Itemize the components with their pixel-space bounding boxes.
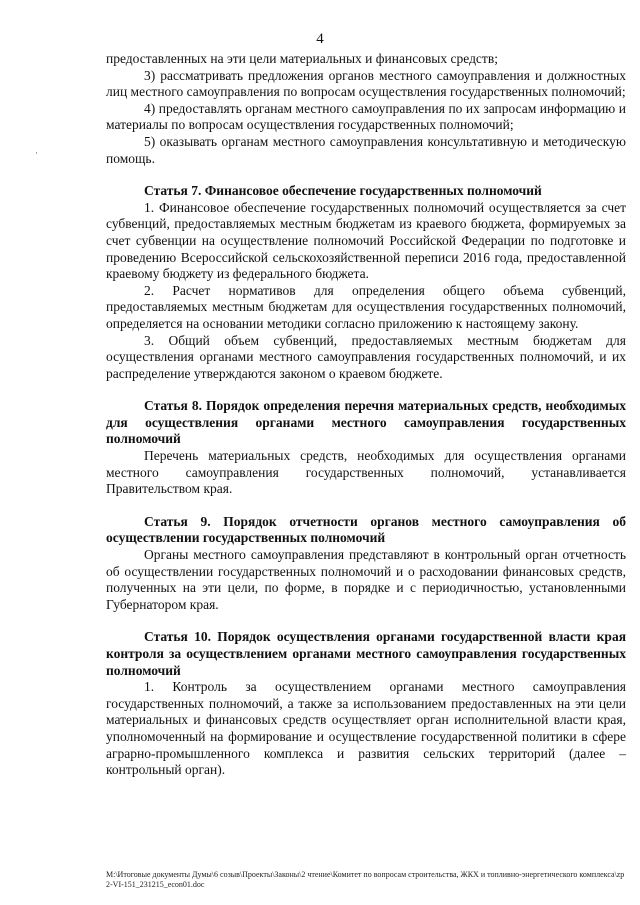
intro-line: предоставленных на эти цели материальных и финансовых средств; xyxy=(106,51,498,66)
file-path-footer: М:\Итоговые документы Думы\6 созыв\Проекты\Законы\2 чтение\Комитет по вопросам строительства, ЖКХ и топливно-энергетического комплекса\zp2-VI-151_231215_econ01.doc xyxy=(106,870,625,889)
article-7-title: Статья 7. Финансовое обеспечение государственных полномочий xyxy=(144,183,542,199)
margin-mark: · xyxy=(35,148,38,158)
intro-item-4: 4) предоставлять органам местного самоуправления по их запросам информацию и материалы по вопросам осуществления государственных полномочий; xyxy=(106,100,626,133)
article-8-title: Статья 8. Порядок определения перечня материальных средств, необходимых для осуществления органами местного самоуправления государственных полномочий xyxy=(106,398,626,447)
document-body xyxy=(106,51,626,779)
intro-item-3: 3) рассматривать предложения органов местного самоуправления и должностных лиц местного самоуправления по вопросам осуществления государственных полномочий; xyxy=(106,67,626,100)
article-7-paragraph: 3. Общий объем субвенций, предоставляемых местным бюджетам для осуществления органами местного самоуправления государственных полномочий, и их распределение утверждаются законом о краевом бюджете. xyxy=(106,332,626,381)
article-7-paragraph: 2. Расчет нормативов для определения общего объема субвенций, предоставляемых местным бюджетам для осуществления государственных полномочий, определяется на основании методики согласно приложению к настоящему закону. xyxy=(106,282,626,331)
article-10-paragraph: 1. Контроль за осуществлением органами местного самоуправления государственных полномочий, а также за использованием предоставленных на эти цели материальных и финансовых средств осуществляет орган исполнительной власти края, уполномоченный на формирование и осуществление государственной политики в сфере аграрно-промышленного комплекса и развития сельских территорий (далее – контрольный орган). xyxy=(106,679,626,778)
article-8-paragraph: Перечень материальных средств, необходимых для осуществления органами местного самоуправления государственных полномочий, устанавливается Правительством края. xyxy=(106,448,626,497)
intro-item-5: 5) оказывать органам местного самоуправления консультативную и методическую помощь. xyxy=(106,133,626,166)
article-7-paragraph: 1. Финансовое обеспечение государственных полномочий осуществляется за счет субвенций, предоставляемых местным бюджетам из краевого бюджета, формируемых за счет субвенции на осуществление полномочий Российской Федерации по подготовке и проведению Всероссийской сельскохозяйственной переписи 2016 года, предоставленной краевому бюджету из федерального бюджета. xyxy=(106,199,626,282)
article-10-title: Статья 10. Порядок осуществления органами государственной власти края контроля за осуществлением органами местного самоуправления государственных полномочий xyxy=(106,629,626,678)
page-number: 4 xyxy=(316,31,324,47)
article-9-title: Статья 9. Порядок отчетности органов местного самоуправления об осуществлении государственных полномочий xyxy=(106,513,626,546)
article-9-paragraph: Органы местного самоуправления представляют в контрольный орган отчетность об осуществлении государственных полномочий и о расходовании финансовых средств, полученных на эти цели, по форме, в порядке и с периодичностью, установленными Губернатором края. xyxy=(106,547,626,612)
